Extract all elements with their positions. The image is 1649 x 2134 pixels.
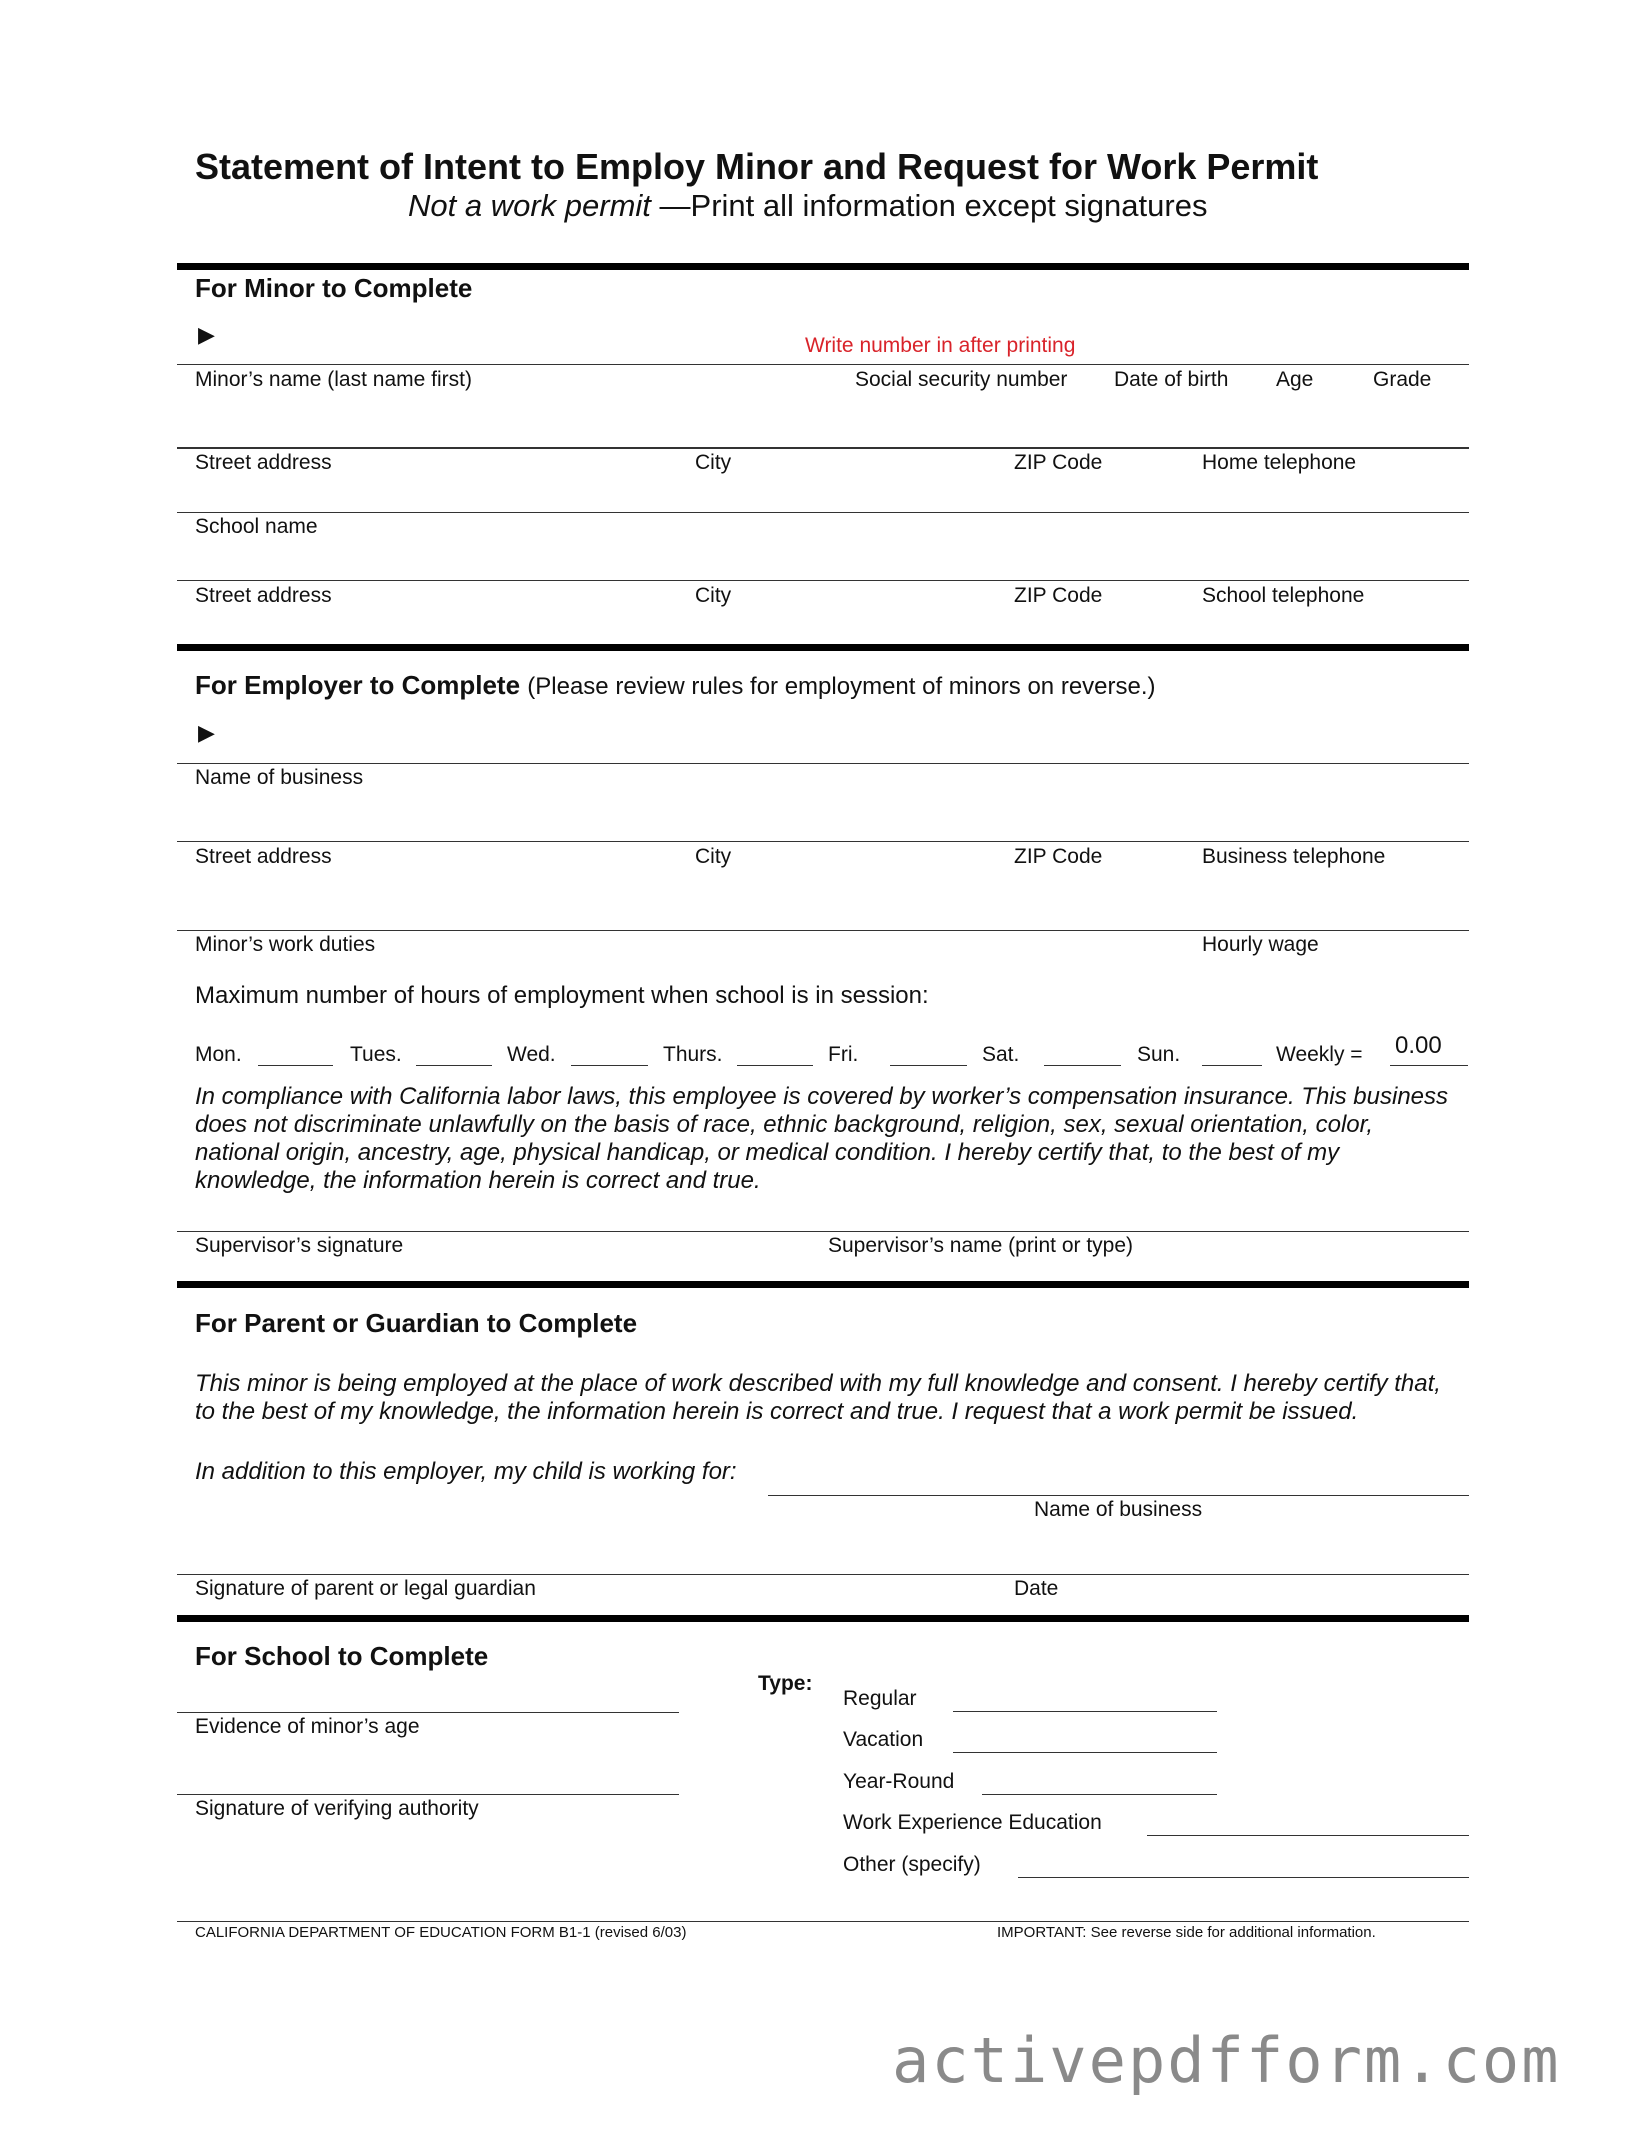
sat-label: Sat. — [982, 1043, 1020, 1066]
employer-heading-text: For Employer to Complete — [195, 670, 521, 700]
type-vacation-label: Vacation — [843, 1728, 924, 1751]
fri-hours-field[interactable] — [890, 1065, 967, 1066]
minor-address-field-line[interactable] — [177, 447, 1469, 449]
school-zip-label: ZIP Code — [1014, 584, 1103, 607]
parent-date-label: Date — [1014, 1577, 1059, 1600]
business-zip-label: ZIP Code — [1014, 845, 1103, 868]
parent-section-heading: For Parent or Guardian to Complete — [195, 1308, 638, 1338]
parent-signature-field-line[interactable] — [177, 1574, 1469, 1575]
additional-business-field[interactable] — [768, 1495, 1469, 1496]
school-section-heading: For School to Complete — [195, 1641, 489, 1671]
type-other-label: Other (specify) — [843, 1853, 981, 1876]
business-street-label: Street address — [195, 845, 332, 868]
mon-hours-field[interactable] — [258, 1065, 333, 1066]
type-vacation-field[interactable] — [953, 1752, 1217, 1753]
minor-section-heading: For Minor to Complete — [195, 273, 473, 303]
compliance-statement: In compliance with California labor laws, this employee is covered by worker’s compensation insurance. This business does not discriminate unlawfully on the basis of race, ethnic background, religion, sex, sexual orientation, color, national origin, ancestry, age, physical handicap, or medical condition. I hereby certify that, to the best of my knowledge, the information herein is correct and true. — [195, 1083, 1449, 1194]
business-name-label: Name of business — [195, 766, 364, 789]
wed-label: Wed. — [507, 1043, 556, 1066]
school-name-label: School name — [195, 515, 318, 538]
minor-arrow-icon: ▶ — [198, 322, 215, 347]
form-subtitle — [408, 188, 1207, 224]
work-duties-label: Minor’s work duties — [195, 933, 376, 956]
parent-consent-statement: This minor is being employed at the place of work described with my full knowledge and consent. I hereby certify that, to the best of my knowledge, the information herein is correct and true. I request that a work permit be issued. — [195, 1370, 1441, 1425]
supervisor-name-label: Supervisor’s name (print or type) — [828, 1234, 1134, 1257]
age-label: Age — [1276, 368, 1314, 391]
form-title: Statement of Intent to Employ Minor and Request for Work Permit — [195, 146, 1319, 187]
section-divider-employer — [177, 644, 1469, 651]
weekly-total-value[interactable]: 0.00 — [1395, 1032, 1442, 1059]
sun-label: Sun. — [1137, 1043, 1181, 1066]
ssn-print-note: Write number in after printing — [805, 334, 1076, 357]
business-address-field-line[interactable] — [177, 841, 1469, 842]
subtitle-rest: —Print all information except signatures — [650, 188, 1208, 223]
supervisor-field-line[interactable] — [177, 1231, 1469, 1232]
fri-label: Fri. — [828, 1043, 859, 1066]
hourly-wage-label: Hourly wage — [1202, 933, 1319, 956]
weekly-label: Weekly = — [1276, 1043, 1363, 1066]
minor-street-label: Street address — [195, 451, 332, 474]
minor-city-label: City — [695, 451, 732, 474]
type-work-exp-field[interactable] — [1147, 1835, 1469, 1836]
weekly-total-field[interactable] — [1390, 1065, 1468, 1066]
sat-hours-field[interactable] — [1044, 1065, 1121, 1066]
ssn-label: Social security number — [855, 368, 1068, 391]
thu-label: Thurs. — [663, 1043, 723, 1066]
employer-heading-note: (Please review rules for employment of minors on reverse.) — [527, 673, 1156, 700]
school-street-label: Street address — [195, 584, 332, 607]
type-work-exp-label: Work Experience Education — [843, 1811, 1102, 1834]
business-phone-label: Business telephone — [1202, 845, 1386, 868]
sun-hours-field[interactable] — [1202, 1065, 1262, 1066]
important-footer: IMPORTANT: See reverse side for additional information. — [997, 1924, 1376, 1941]
school-address-field-line[interactable] — [177, 580, 1469, 581]
parent-signature-label: Signature of parent or legal guardian — [195, 1577, 536, 1600]
employer-section-heading — [195, 670, 1156, 701]
verifying-signature-field[interactable] — [177, 1794, 679, 1795]
business-city-label: City — [695, 845, 732, 868]
business-name-field-line[interactable] — [177, 763, 1469, 764]
school-city-label: City — [695, 584, 732, 607]
home-phone-label: Home telephone — [1202, 451, 1357, 474]
section-divider-parent — [177, 1281, 1469, 1288]
school-name-field-line[interactable] — [177, 512, 1469, 513]
work-duties-field-line[interactable] — [177, 930, 1469, 931]
wed-hours-field[interactable] — [571, 1065, 648, 1066]
minor-zip-label: ZIP Code — [1014, 451, 1103, 474]
minor-name-label: Minor’s name (last name first) — [195, 368, 472, 391]
supervisor-signature-label: Supervisor’s signature — [195, 1234, 404, 1257]
section-divider-school — [177, 1615, 1469, 1622]
type-year-round-field[interactable] — [982, 1794, 1217, 1795]
grade-label: Grade — [1373, 368, 1432, 391]
minor-name-field-line[interactable] — [177, 364, 1469, 365]
evidence-age-field[interactable] — [177, 1712, 679, 1713]
type-year-round-label: Year-Round — [843, 1770, 955, 1793]
school-phone-label: School telephone — [1202, 584, 1365, 607]
evidence-age-label: Evidence of minor’s age — [195, 1715, 420, 1738]
tue-hours-field[interactable] — [416, 1065, 492, 1066]
dob-label: Date of birth — [1114, 368, 1229, 391]
section-divider-minor — [177, 263, 1469, 270]
footer-divider — [177, 1921, 1469, 1922]
type-other-field[interactable] — [1018, 1877, 1469, 1878]
mon-label: Mon. — [195, 1043, 242, 1066]
type-regular-label: Regular — [843, 1687, 917, 1710]
hours-heading: Maximum number of hours of employment when school is in session: — [195, 982, 929, 1009]
type-regular-field[interactable] — [953, 1711, 1217, 1712]
type-label: Type: — [758, 1672, 813, 1695]
watermark-logo: activepdfform.com — [892, 2024, 1561, 2097]
employer-arrow-icon: ▶ — [198, 720, 215, 745]
form-id-footer: CALIFORNIA DEPARTMENT OF EDUCATION FORM B1-1 (revised 6/03) — [195, 1924, 687, 1941]
thu-hours-field[interactable] — [737, 1065, 813, 1066]
tue-label: Tues. — [350, 1043, 402, 1066]
verifying-signature-label: Signature of verifying authority — [195, 1797, 479, 1820]
additional-employer-text: In addition to this employer, my child is working for: — [195, 1458, 737, 1485]
additional-business-label: Name of business — [1034, 1498, 1203, 1521]
subtitle-italic: Not a work permit — [408, 188, 651, 223]
